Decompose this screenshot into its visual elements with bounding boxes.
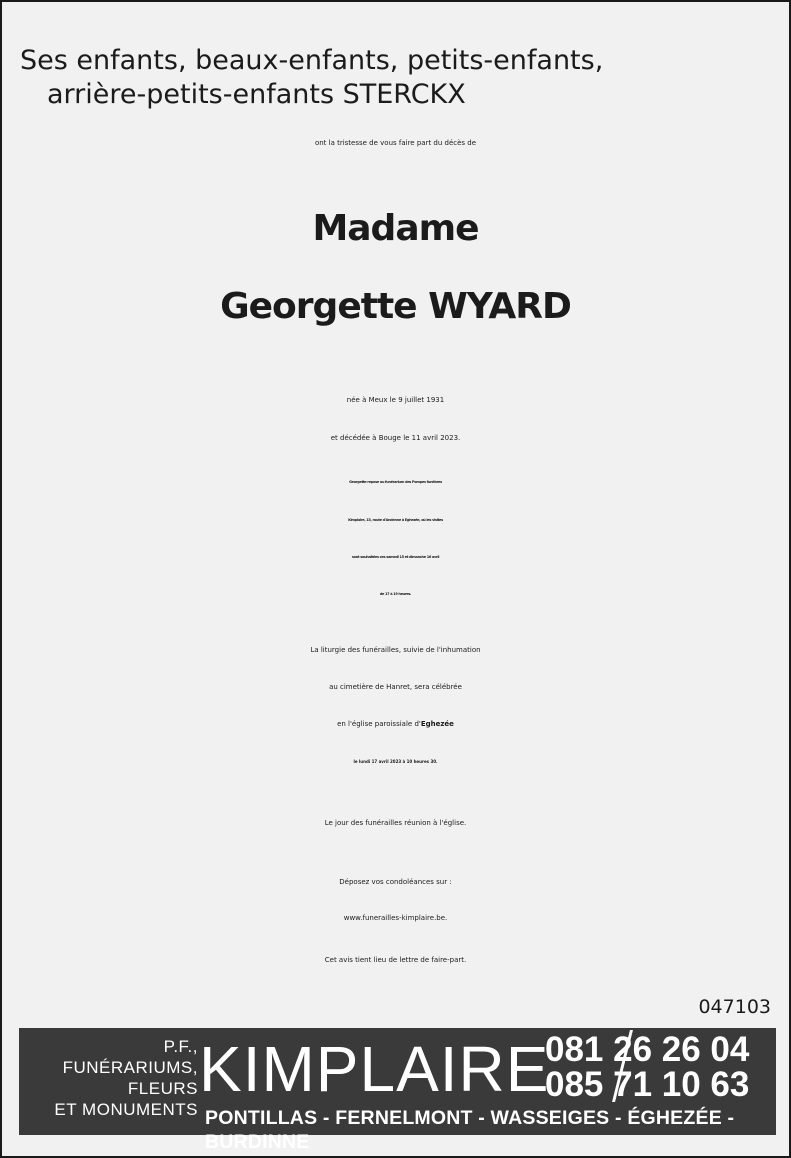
visitation-line-4: de 17 à 19 heures. xyxy=(379,592,412,596)
phone-number-2: 085 71 10 63 xyxy=(545,1065,750,1104)
service-item: FLEURS xyxy=(127,1079,198,1098)
intro-line-2: arrière-petits-enfants STERCKX xyxy=(47,79,466,110)
death-date: et décédée à Bouge le 11 avril 2023. xyxy=(330,434,461,442)
intro-line-3: ont la tristesse de vous faire part du décès de xyxy=(314,139,477,147)
visitation-line-1: Georgette repose au funérarium des Pompes funèbres xyxy=(349,480,442,484)
service-item: ET MONUMENTS xyxy=(54,1100,198,1119)
liturgy-church-place: Eghezée xyxy=(420,720,454,728)
liturgy-church-prefix: en l'église paroissiale d' xyxy=(337,720,421,728)
visitation-line-3: sont souhaitées ces samedi 15 et dimanche 16 avril xyxy=(351,555,440,559)
liturgy-line-1: La liturgie des funérailles, suivie de l'inhumation xyxy=(310,646,481,654)
condolences-url: www.funerailles-kimplaire.be. xyxy=(343,914,448,922)
deceased-title: Madame xyxy=(312,208,479,249)
liturgy-line-4: le lundi 17 avril 2023 à 10 heures 30. xyxy=(353,759,438,764)
funeral-home-banner xyxy=(19,1028,776,1153)
service-item: P.F., xyxy=(163,1037,198,1056)
birth-date: née à Meux le 9 juillet 1931 xyxy=(346,396,445,404)
visitation-line-2: Kimplaire, 15, route d'Andenne à Eghezée, où les visites xyxy=(348,518,443,522)
meeting-note: Le jour des funérailles réunion à l'église. xyxy=(324,819,467,827)
deceased-name: Georgette WYARD xyxy=(220,286,571,327)
service-item: FUNÉRARIUMS, xyxy=(62,1058,198,1077)
liturgy-line-3 xyxy=(2,706,789,742)
reference-number: 047103 xyxy=(698,996,771,1018)
phone-numbers xyxy=(545,1032,749,1102)
notice-statement: Cet avis tient lieu de lettre de faire-part. xyxy=(324,956,467,964)
branch-cities: PONTILLAS - FERNELMONT - WASSEIGES - ÉGHEZÉE - BURDINNE xyxy=(205,1107,735,1153)
intro-line-1: Ses enfants, beaux-enfants, petits-enfants, xyxy=(20,45,604,76)
phone-number-1: 081 26 26 04 xyxy=(545,1030,750,1069)
services-list xyxy=(54,1036,198,1120)
condolences-line: Déposez vos condoléances sur : xyxy=(339,878,452,886)
brand-name: KIMPLAIRE xyxy=(199,1033,550,1105)
liturgy-line-2: au cimetière de Hanret, sera célébrée xyxy=(329,683,462,691)
